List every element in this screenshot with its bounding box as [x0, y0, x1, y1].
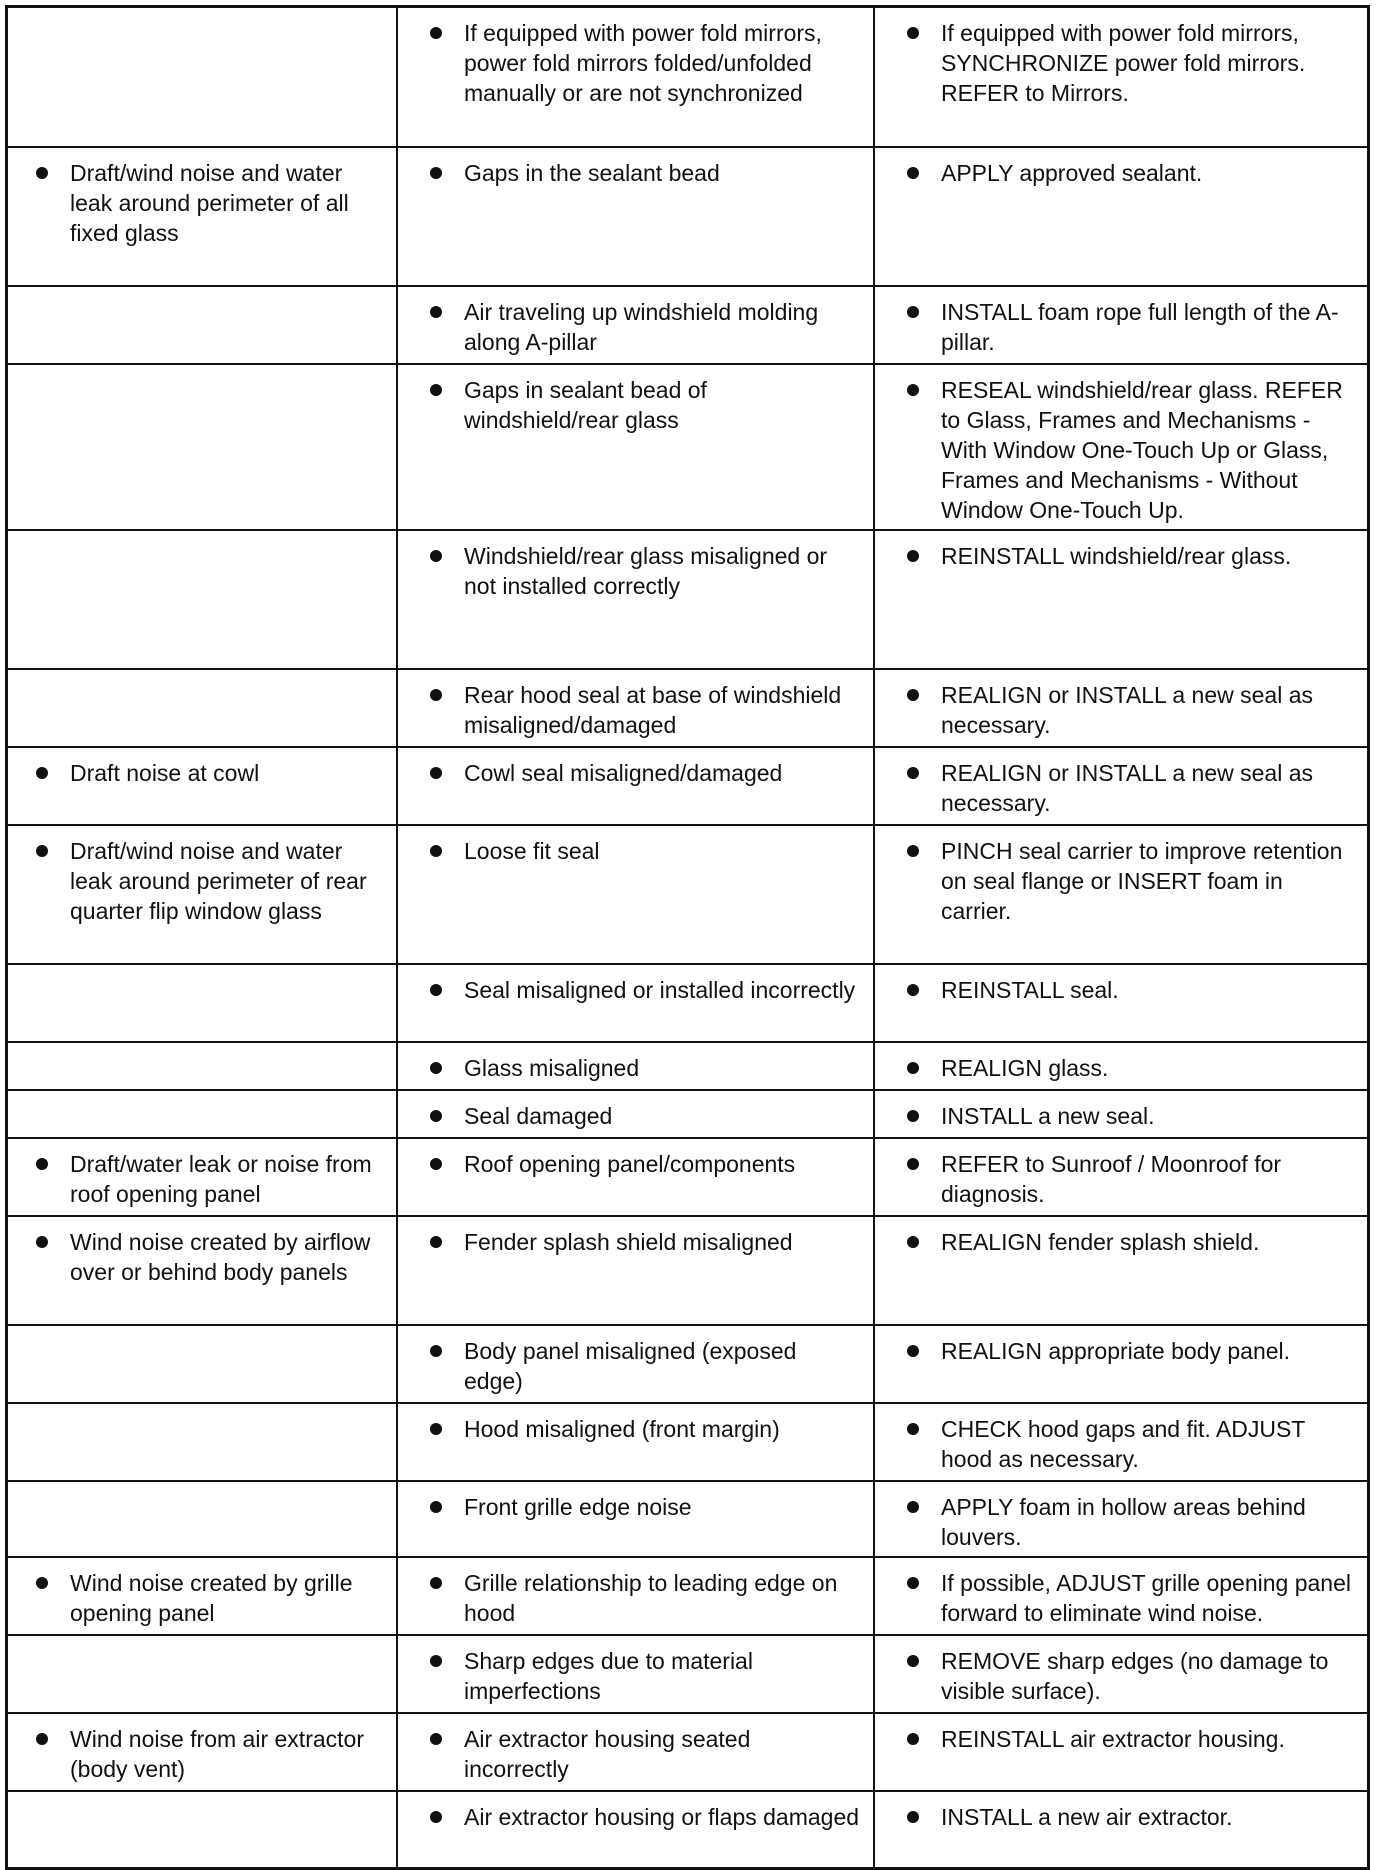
source-cell — [397, 147, 874, 286]
action-text: RESEAL windshield/rear glass. REFER to Glass, Frames and Mechanisms - With Window One-Touch Up or Glass, Frames and Mechanisms - Without Window One-Touch Up. — [941, 376, 1343, 523]
condition-text: Draft/water leak or noise from roof opening panel — [70, 1150, 372, 1207]
bullet-item — [905, 18, 1355, 108]
condition-cell — [7, 147, 398, 286]
bullet-item — [428, 1227, 861, 1257]
source-text: Windshield/rear glass misaligned or not installed correctly — [464, 542, 828, 599]
bullet-item — [34, 1568, 384, 1628]
source-text: If equipped with power fold mirrors, power fold mirrors folded/unfolded manually or are not synchronized — [464, 20, 822, 106]
source-text: Air extractor housing or flaps damaged — [464, 1803, 860, 1830]
source-cell — [397, 1635, 874, 1713]
bullet-icon — [907, 1236, 919, 1248]
bullet-item — [428, 680, 861, 740]
source-text: Body panel misaligned (exposed edge) — [464, 1337, 797, 1394]
source-cell — [397, 286, 874, 364]
bullet-item — [905, 158, 1355, 188]
bullet-icon — [430, 384, 442, 396]
bullet-item — [428, 975, 861, 1005]
source-cell — [397, 669, 874, 747]
bullet-item — [905, 1414, 1355, 1474]
action-cell — [874, 530, 1369, 669]
bullet-icon — [430, 845, 442, 857]
bullet-item — [905, 1227, 1355, 1257]
bullet-icon — [430, 1158, 442, 1170]
source-cell — [397, 364, 874, 530]
bullet-item — [428, 836, 861, 866]
condition-cell — [7, 747, 398, 825]
action-cell — [874, 1481, 1369, 1557]
table-row — [7, 7, 1369, 147]
bullet-item — [905, 1646, 1355, 1706]
table-row — [7, 1713, 1369, 1791]
action-cell — [874, 1791, 1369, 1869]
bullet-icon — [907, 1733, 919, 1745]
bullet-item — [34, 1724, 384, 1784]
bullet-icon — [36, 767, 48, 779]
bullet-icon — [430, 1236, 442, 1248]
bullet-icon — [430, 1423, 442, 1435]
bullet-item — [428, 297, 861, 357]
bullet-icon — [907, 767, 919, 779]
source-text: Hood misaligned (front margin) — [464, 1415, 780, 1442]
condition-cell — [7, 1090, 398, 1138]
bullet-item — [428, 1336, 861, 1396]
condition-cell — [7, 1216, 398, 1325]
bullet-item — [905, 1101, 1355, 1131]
table-row — [7, 1325, 1369, 1403]
action-text: PINCH seal carrier to improve retention on seal flange or INSERT foam in carrier. — [941, 837, 1343, 924]
bullet-icon — [36, 845, 48, 857]
source-cell — [397, 1138, 874, 1216]
bullet-icon — [907, 1110, 919, 1122]
action-text: REMOVE sharp edges (no damage to visible surface). — [941, 1647, 1329, 1704]
condition-text: Draft/wind noise and water leak around perimeter of all fixed glass — [70, 159, 349, 246]
source-text: Glass misaligned — [464, 1054, 640, 1081]
bullet-icon — [430, 167, 442, 179]
source-cell — [397, 825, 874, 964]
action-text: CHECK hood gaps and fit. ADJUST hood as necessary. — [941, 1415, 1305, 1472]
source-cell — [397, 1325, 874, 1403]
condition-text: Wind noise created by airflow over or behind body panels — [70, 1228, 371, 1285]
bullet-item — [905, 541, 1355, 571]
bullet-item — [34, 1227, 384, 1287]
bullet-icon — [907, 1811, 919, 1823]
bullet-item — [428, 158, 861, 188]
bullet-icon — [430, 1345, 442, 1357]
bullet-item — [428, 1492, 861, 1522]
condition-cell — [7, 1042, 398, 1090]
source-text: Loose fit seal — [464, 837, 600, 864]
bullet-icon — [907, 845, 919, 857]
action-cell — [874, 1635, 1369, 1713]
bullet-icon — [430, 1110, 442, 1122]
bullet-item — [428, 375, 861, 435]
bullet-icon — [907, 384, 919, 396]
source-cell — [397, 1042, 874, 1090]
table-row — [7, 1635, 1369, 1713]
action-text: APPLY foam in hollow areas behind louvers. — [941, 1493, 1306, 1550]
bullet-item — [34, 758, 384, 788]
action-text: APPLY approved sealant. — [941, 159, 1203, 186]
bullet-icon — [36, 1733, 48, 1745]
bullet-icon — [907, 1577, 919, 1589]
bullet-icon — [430, 1655, 442, 1667]
action-text: REINSTALL seal. — [941, 976, 1119, 1003]
action-text: If possible, ADJUST grille opening panel forward to eliminate wind noise. — [941, 1569, 1351, 1626]
source-text: Front grille edge noise — [464, 1493, 692, 1520]
source-cell — [397, 1216, 874, 1325]
bullet-icon — [430, 306, 442, 318]
bullet-icon — [430, 689, 442, 701]
condition-text: Wind noise from air extractor (body vent) — [70, 1725, 364, 1782]
condition-cell — [7, 286, 398, 364]
table-row — [7, 530, 1369, 669]
condition-cell — [7, 1557, 398, 1635]
bullet-item — [905, 375, 1355, 525]
table-row — [7, 1557, 1369, 1635]
action-text: REALIGN or INSTALL a new seal as necessary. — [941, 759, 1313, 816]
table-row — [7, 1090, 1369, 1138]
bullet-item — [428, 541, 861, 601]
bullet-item — [34, 158, 384, 248]
action-cell — [874, 7, 1369, 147]
source-text: Air traveling up windshield molding along A-pillar — [464, 298, 819, 355]
table-row — [7, 747, 1369, 825]
bullet-item — [34, 1149, 384, 1209]
condition-cell — [7, 1791, 398, 1869]
condition-cell — [7, 1138, 398, 1216]
action-text: If equipped with power fold mirrors, SYNCHRONIZE power fold mirrors. REFER to Mirrors. — [941, 20, 1306, 106]
bullet-item — [428, 18, 861, 108]
condition-cell — [7, 825, 398, 964]
source-text: Fender splash shield misaligned — [464, 1228, 793, 1255]
source-text: Cowl seal misaligned/damaged — [464, 759, 783, 786]
source-text: Gaps in sealant bead of windshield/rear glass — [464, 376, 707, 433]
bullet-icon — [907, 1062, 919, 1074]
bullet-item — [428, 1053, 861, 1083]
source-cell — [397, 1791, 874, 1869]
action-text: REALIGN appropriate body panel. — [941, 1337, 1291, 1364]
table-row — [7, 286, 1369, 364]
action-text: REINSTALL windshield/rear glass. — [941, 542, 1292, 569]
bullet-item — [428, 1802, 861, 1832]
source-text: Rear hood seal at base of windshield misaligned/damaged — [464, 681, 842, 738]
source-text: Grille relationship to leading edge on hood — [464, 1569, 838, 1626]
table-row — [7, 1791, 1369, 1869]
bullet-icon — [430, 1811, 442, 1823]
condition-text: Wind noise created by grille opening panel — [70, 1569, 353, 1626]
table-row — [7, 1216, 1369, 1325]
source-text: Gaps in the sealant bead — [464, 159, 720, 186]
bullet-icon — [430, 984, 442, 996]
bullet-item — [428, 1724, 861, 1784]
condition-cell — [7, 1635, 398, 1713]
bullet-icon — [907, 1345, 919, 1357]
table-row — [7, 669, 1369, 747]
action-cell — [874, 1325, 1369, 1403]
bullet-icon — [907, 550, 919, 562]
condition-text: Draft/wind noise and water leak around perimeter of rear quarter flip window glass — [70, 837, 367, 924]
condition-cell — [7, 669, 398, 747]
source-cell — [397, 530, 874, 669]
bullet-item — [905, 1149, 1355, 1209]
bullet-item — [905, 297, 1355, 357]
bullet-item — [34, 836, 384, 926]
bullet-icon — [907, 1655, 919, 1667]
bullet-icon — [36, 167, 48, 179]
action-text: REALIGN glass. — [941, 1054, 1109, 1081]
table-row — [7, 964, 1369, 1042]
action-cell — [874, 825, 1369, 964]
bullet-icon — [907, 1158, 919, 1170]
source-cell — [397, 1403, 874, 1481]
diagnosis-table — [5, 5, 1370, 1870]
action-cell — [874, 1138, 1369, 1216]
bullet-item — [905, 758, 1355, 818]
bullet-item — [905, 1568, 1355, 1628]
source-cell — [397, 7, 874, 147]
bullet-item — [428, 1414, 861, 1444]
source-text: Sharp edges due to material imperfections — [464, 1647, 753, 1704]
bullet-icon — [907, 27, 919, 39]
bullet-icon — [430, 1501, 442, 1513]
bullet-icon — [907, 1423, 919, 1435]
source-cell — [397, 964, 874, 1042]
table-row — [7, 147, 1369, 286]
source-cell — [397, 1557, 874, 1635]
condition-cell — [7, 530, 398, 669]
action-cell — [874, 1216, 1369, 1325]
action-cell — [874, 1090, 1369, 1138]
source-cell — [397, 1713, 874, 1791]
source-cell — [397, 1090, 874, 1138]
table-row — [7, 825, 1369, 964]
bullet-icon — [907, 306, 919, 318]
bullet-item — [905, 1336, 1355, 1366]
action-cell — [874, 286, 1369, 364]
bullet-item — [905, 1053, 1355, 1083]
source-text: Seal damaged — [464, 1102, 613, 1129]
bullet-item — [905, 975, 1355, 1005]
action-text: REINSTALL air extractor housing. — [941, 1725, 1285, 1752]
table-row — [7, 364, 1369, 530]
bullet-icon — [430, 1577, 442, 1589]
action-cell — [874, 364, 1369, 530]
action-cell — [874, 1557, 1369, 1635]
bullet-icon — [36, 1236, 48, 1248]
source-cell — [397, 747, 874, 825]
bullet-item — [905, 1802, 1355, 1832]
bullet-item — [428, 758, 861, 788]
condition-cell — [7, 364, 398, 530]
source-text: Roof opening panel/components — [464, 1150, 796, 1177]
condition-cell — [7, 1713, 398, 1791]
diagnosis-table-body — [7, 7, 1369, 1869]
bullet-icon — [430, 767, 442, 779]
action-cell — [874, 669, 1369, 747]
bullet-icon — [907, 689, 919, 701]
action-text: INSTALL a new seal. — [941, 1102, 1155, 1129]
bullet-item — [905, 836, 1355, 926]
bullet-icon — [430, 1062, 442, 1074]
action-cell — [874, 147, 1369, 286]
bullet-icon — [430, 550, 442, 562]
action-cell — [874, 1403, 1369, 1481]
bullet-icon — [907, 167, 919, 179]
condition-cell — [7, 1403, 398, 1481]
action-cell — [874, 1713, 1369, 1791]
action-cell — [874, 964, 1369, 1042]
source-cell — [397, 1481, 874, 1557]
table-row — [7, 1042, 1369, 1090]
action-cell — [874, 1042, 1369, 1090]
source-text: Air extractor housing seated incorrectly — [464, 1725, 751, 1782]
table-row — [7, 1481, 1369, 1557]
bullet-item — [428, 1646, 861, 1706]
action-text: INSTALL a new air extractor. — [941, 1803, 1233, 1830]
bullet-item — [428, 1101, 861, 1131]
action-cell — [874, 747, 1369, 825]
bullet-icon — [907, 1501, 919, 1513]
action-text: REALIGN fender splash shield. — [941, 1228, 1260, 1255]
condition-cell — [7, 7, 398, 147]
bullet-item — [905, 1724, 1355, 1754]
condition-cell — [7, 964, 398, 1042]
bullet-item — [905, 680, 1355, 740]
table-row — [7, 1138, 1369, 1216]
condition-text: Draft noise at cowl — [70, 759, 260, 786]
source-text: Seal misaligned or installed incorrectly — [464, 976, 856, 1003]
condition-cell — [7, 1481, 398, 1557]
bullet-item — [905, 1492, 1355, 1552]
bullet-icon — [36, 1158, 48, 1170]
bullet-icon — [36, 1577, 48, 1589]
table-row — [7, 1403, 1369, 1481]
action-text: REALIGN or INSTALL a new seal as necessary. — [941, 681, 1313, 738]
bullet-item — [428, 1149, 861, 1179]
condition-cell — [7, 1325, 398, 1403]
bullet-icon — [907, 984, 919, 996]
action-text: REFER to Sunroof / Moonroof for diagnosis. — [941, 1150, 1282, 1207]
action-text: INSTALL foam rope full length of the A-pillar. — [941, 298, 1339, 355]
bullet-item — [428, 1568, 861, 1628]
bullet-icon — [430, 1733, 442, 1745]
bullet-icon — [430, 27, 442, 39]
